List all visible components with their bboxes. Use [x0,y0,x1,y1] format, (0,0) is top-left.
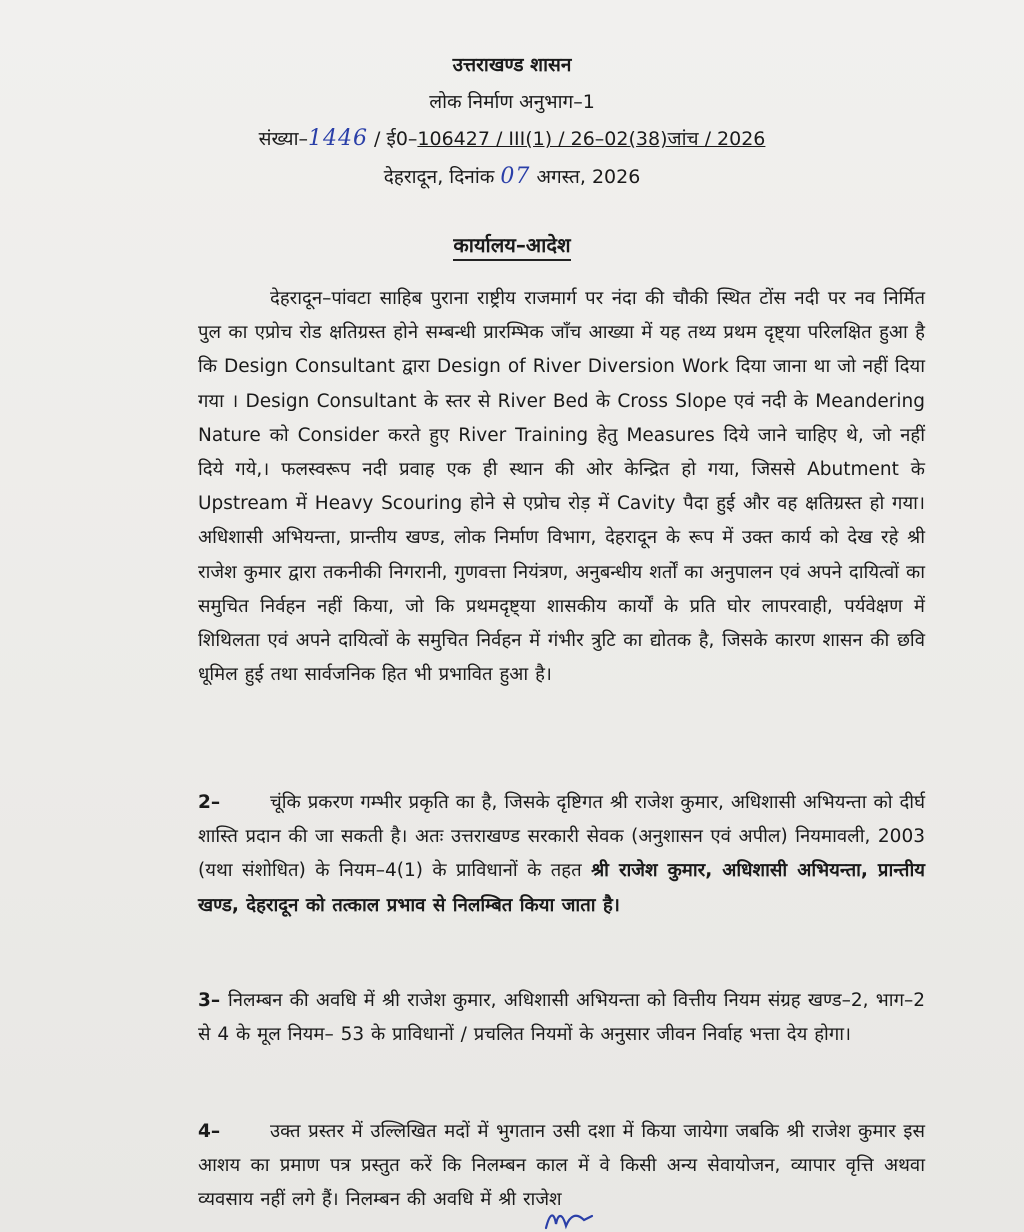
date-rest: अगस्त, 2026 [536,166,641,188]
paragraph-2-number: 2– [198,792,221,813]
reference-number-line [0,126,1024,152]
order-title-text: कार्यालय–आदेश [453,233,570,261]
paragraph-3-text: निलम्बन की अवधि में श्री राजेश कुमार, अधिशासी अभियन्ता को वित्तीय नियम संग्रह खण्ड–2, भाग–2 से 4 के मूल नियम– 53 के प्राविधानों / प्रचलित नियमों के अनुसार जीवन निर्वाह भत्ता देय होगा। [198,990,925,1046]
signature-mark [540,1206,600,1232]
govt-heading: उत्तराखण्ड शासन [452,54,572,76]
paragraph-2 [198,786,925,923]
paragraph-4 [198,1115,925,1218]
paragraph-3 [198,984,925,1052]
paragraph-2-text: चूंकि प्रकरण गम्भीर प्रकृति का है, जिसके दृष्टिगत श्री राजेश कुमार, अधिशासी अभियन्ता को दीर्घ शास्ति प्रदान की जा सकती है। अतः उत्तराखण्ड सरकारी सेवक (अनुशासन एवं अपील) नियमावली, 2003 (यथा संशोधित) के नियम–4(1) के प्राविधानों के तहत [198,792,925,882]
place-date-label: देहरादून, दिनांक [383,166,495,188]
paragraph-4-number: 4– [198,1121,221,1142]
department-heading: लोक निर्माण अनुभाग–1 [429,91,595,113]
order-title [0,231,1024,258]
file-reference: 106427 / III(1) / 26–02(38)जांच / 2026 [417,128,766,150]
paragraph-3-number: 3– [198,990,221,1011]
number-rest: / ई0– [374,128,418,150]
handwritten-number: 1446 [308,126,368,151]
paragraph-2-bold-text: श्री राजेश कुमार, अधिशासी अभियन्ता, प्रान्तीय खण्ड, देहरादून को तत्काल प्रभाव से निलम्बित किया जाता है। [198,860,926,916]
place-date-line [0,164,1024,190]
handwritten-date: 07 [500,164,531,189]
paragraph-1: देहरादून–पांवटा साहिब पुराना राष्ट्रीय राजमार्ग पर नंदा की चौकी स्थित टोंस नदी पर नव निर्मित पुल का एप्रोच रोड क्षतिग्रस्त होने सम्बन्धी प्रारम्भिक जाँच आख्या में यह तथ्य प्रथम दृष्ट्या परिलक्षित हुआ है कि Design Consultant द्वारा Design of River Diversion Work दिया जाना था जो नहीं दिया गया । Design Consultant के स्तर से River Bed के Cross Slope एवं नदी के Meandering Nature को Consider करते हुए River Training हेतु Measures दिये जाने चाहिए थे, जो नहीं दिये गये,। फलस्वरूप नदी प्रवाह एक ही स्थान की ओर केन्द्रित हो गया, जिससे Abutment के Upstream में Heavy Scouring होने से एप्रोच रोड़ में Cavity पैदा हुई और वह क्षतिग्रस्त हो गया। अधिशासी अभियन्ता, प्रान्तीय खण्ड, लोक निर्माण विभाग, देहरादून के रूप में उक्त कार्य को देख रहे श्री राजेश कुमार द्वारा तकनीकी निगरानी, गुणवत्ता नियंत्रण, अनुबन्धीय शर्तों का अनुपालन एवं अपने दायित्वों का समुचित निर्वहन नहीं किया, जो कि प्रथमदृष्ट्या शासकीय कार्यों के प्रति घोर लापरवाही, पर्यवेक्षण में शिथिलता एवं अपने दायित्वों के समुचित निर्वहन में गंभीर त्रुटि का द्योतक है, जिसके कारण शासन की छवि धूमिल हुई तथा सार्वजनिक हित भी प्रभावित हुआ है। [198,288,925,686]
number-label: संख्या– [258,128,308,150]
paragraph-4-text: उक्त प्रस्तर में उल्लिखित मदों में भुगतान उसी दशा में किया जायेगा जबकि श्री राजेश कुमार इस आशय का प्रमाण पत्र प्रस्तुत करें कि निलम्बन काल में वे किसी अन्य सेवायोजन, व्यापार वृत्ति अथवा व्यवसाय नहीं लगे हैं। निलम्बन की अवधि में श्री राजेश [198,1121,925,1211]
